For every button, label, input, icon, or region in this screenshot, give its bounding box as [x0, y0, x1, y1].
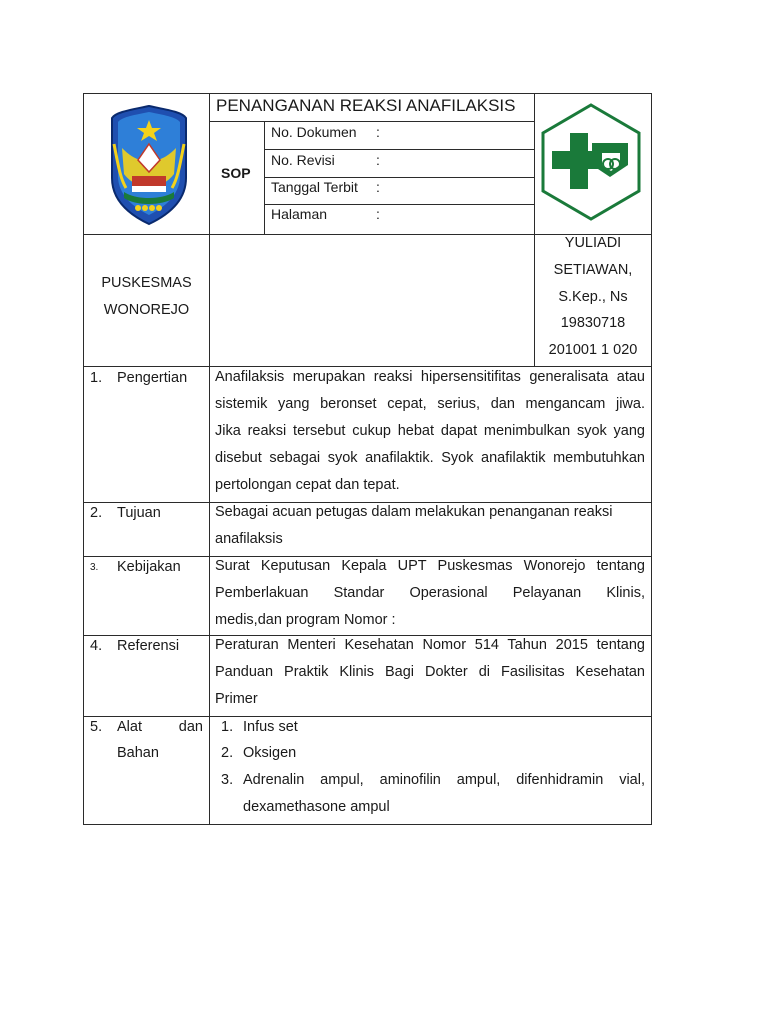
section-number: 3. — [90, 562, 99, 573]
meta-colon: : — [376, 179, 380, 195]
body-line: Anafilaksis merupakan reaksi hipersensitifitas generalisata atau — [215, 369, 645, 385]
meta-label-halaman: Halaman — [271, 206, 328, 222]
body-line: Jika reaksi tersebut cukup hebat dapat menimbulkan syok yang — [215, 423, 645, 439]
org-name-line: PUSKESMAS — [101, 275, 192, 291]
section-number: 4. — [90, 638, 103, 654]
list-item: Oksigen — [243, 745, 297, 761]
signatory-name: SETIAWAN, — [553, 262, 633, 278]
body-line: sistemik yang beronset cepat, serius, dan mengancam jiwa. — [215, 396, 645, 412]
body-line: pertolongan cepat dan tepat. — [215, 477, 400, 493]
meta-label-no-dokumen: No. Dokumen — [271, 124, 357, 140]
section-body — [215, 499, 645, 553]
body-line: Sebagai acuan petugas dalam melakukan penanganan reaksi — [215, 504, 613, 520]
section-label: Pengertian — [117, 370, 188, 386]
body-line: Peraturan Menteri Kesehatan Nomor 514 Tahun 2015 tentang — [215, 637, 645, 653]
table-border-top — [83, 93, 652, 94]
section-label: Kebijakan — [117, 559, 181, 575]
signatory-title: S.Kep., Ns — [558, 289, 628, 305]
meta-row-divider — [264, 177, 534, 178]
body-line: Primer — [215, 691, 258, 707]
section-body — [215, 553, 645, 634]
section-divider — [83, 716, 652, 717]
org-name-line: WONOREJO — [103, 302, 190, 318]
list-item: Infus set — [243, 719, 298, 735]
body-line: Panduan Praktik Klinis Bagi Dokter di Fasilisitas Kesehatan — [215, 664, 645, 680]
title-row-divider — [209, 121, 534, 122]
sop-column-divider — [264, 121, 265, 234]
section-label: Alat dan — [117, 719, 203, 735]
signatory-nip: 19830718 — [560, 315, 626, 331]
body-line: Pemberlakuan Standar Operasional Pelayanan Klinis, — [215, 585, 645, 601]
signatory-name: YULIADI — [564, 235, 622, 251]
list-item-number: 2. — [221, 745, 234, 761]
body-line: anafilaksis — [215, 531, 283, 547]
green-cross-icon — [540, 103, 642, 221]
table-border-left — [83, 93, 84, 825]
section-number: 2. — [90, 505, 103, 521]
list-item-number: 3. — [221, 772, 234, 788]
table-border-bottom — [83, 824, 652, 825]
meta-colon: : — [376, 152, 380, 168]
emblem-shield-icon — [108, 104, 190, 226]
section-body — [215, 632, 645, 713]
column-divider — [209, 93, 210, 825]
meta-colon: : — [376, 206, 380, 222]
list-item-number: 1. — [221, 719, 234, 735]
meta-row-divider — [264, 204, 534, 205]
section-label: Tujuan — [117, 505, 161, 521]
list-item: Adrenalin ampul, aminofilin ampul, difenhidramin vial, — [243, 772, 645, 788]
meta-label-no-revisi: No. Revisi — [271, 152, 335, 168]
regency-emblem — [108, 104, 190, 226]
section-number: 5. — [90, 719, 103, 735]
signatory-nip: 201001 1 020 — [548, 342, 638, 358]
table-border-right — [651, 93, 652, 825]
meta-colon: : — [376, 124, 380, 140]
meta-label-tanggal-terbit: Tanggal Terbit — [271, 179, 358, 195]
sop-label: SOP — [221, 165, 251, 181]
meta-row-divider — [264, 149, 534, 150]
section-body — [215, 364, 645, 499]
section-label: Bahan — [117, 745, 159, 761]
body-line: medis,dan program Nomor : — [215, 612, 396, 628]
section-label: Referensi — [117, 638, 180, 654]
list-item: dexamethasone ampul — [243, 799, 390, 815]
document-title: PENANGANAN REAKSI ANAFILAKSIS — [216, 96, 516, 115]
section-number: 1. — [90, 370, 103, 386]
body-line: Surat Keputusan Kepala UPT Puskesmas Wonorejo tentang — [215, 558, 645, 574]
body-line: disebut sebagai syok anafilaktik. Syok anafilaktik membutuhkan — [215, 450, 645, 466]
puskesmas-logo — [540, 103, 642, 221]
